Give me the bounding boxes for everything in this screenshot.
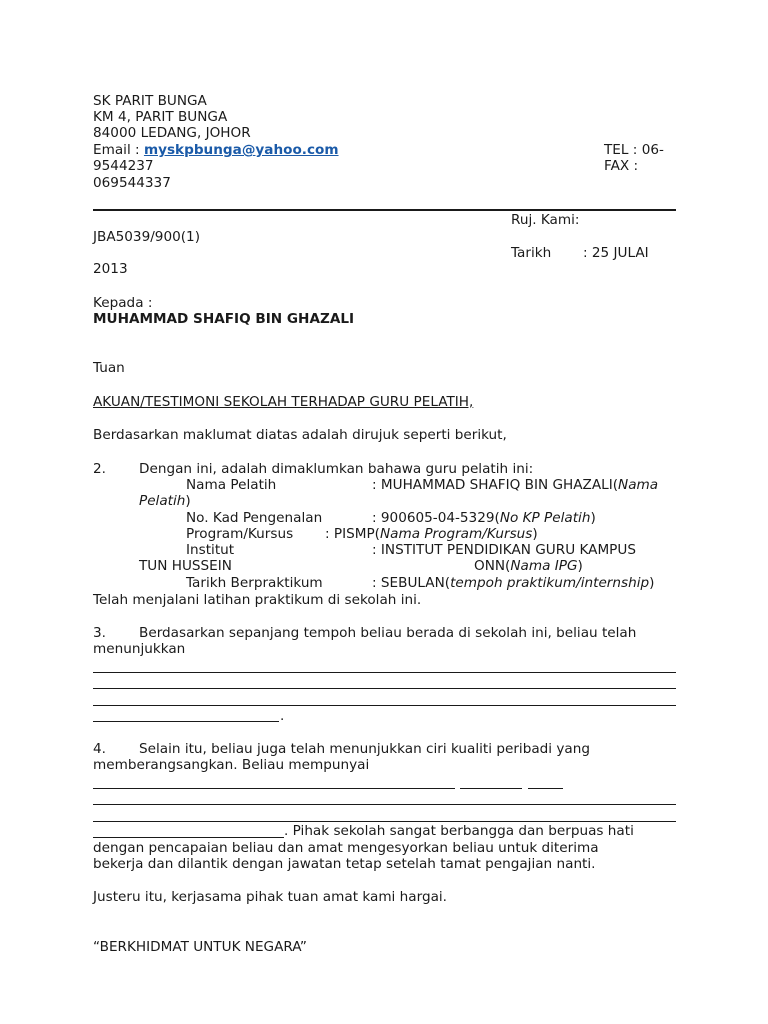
email-line [93,142,339,158]
tarikh-year: 2013 [93,261,128,277]
tel-label: TEL : 06- [604,142,664,158]
nama-pelatih-note: Pelatih) [139,493,191,509]
email-link[interactable]: myskpbunga@yahoo.com [143,142,339,158]
subject-line: AKUAN/TESTIMONI SEKOLAH TERHADAP GURU PELATIH, [93,394,474,410]
blank-line [93,837,284,838]
para4-cont3: bekerja dan dilantik dengan jawatan tetap setelah tamat pengajian nanti. [93,856,596,872]
blank-line [460,788,522,789]
para4-text: Selain itu, beliau juga telah menunjukkan ciri kualiti peribadi yang [139,741,590,757]
blank-line [93,788,455,789]
header-divider [93,209,676,211]
recipient-name: MUHAMMAD SHAFIQ BIN GHAZALI [93,311,355,327]
blank-line [93,672,676,673]
institut-value: : INSTITUT PENDIDIKAN GURU KAMPUS [372,542,636,558]
para3-end: . [280,708,285,724]
tarikh-praktikum-label: Tarikh Berpraktikum [186,575,323,591]
ruj-value: JBA5039/900(1) [93,229,201,245]
blank-line [93,804,676,805]
institut-value-line3: ONN(Nama IPG) [474,558,583,574]
kad-pengenalan-label: No. Kad Pengenalan [186,510,323,526]
email-label: Email : [93,142,144,158]
para2-text: Dengan ini, adalah dimaklumkan bahawa guru pelatih ini: [139,461,534,477]
institut-label: Institut [186,542,235,558]
blank-line [93,721,279,722]
para4-cont1: . Pihak sekolah sangat berbangga dan berpuas hati [284,823,634,839]
kad-pengenalan-value: : 900605-04-5329(No KP Pelatih) [372,510,596,526]
tarikh-label: Tarikh [511,245,552,261]
tel-number: 9544237 [93,158,154,174]
para4-number: 4. [93,741,106,757]
closing-text: Justeru itu, kerjasama pihak tuan amat kami hargai. [93,889,448,905]
program-label: Program/Kursus [186,526,294,542]
blank-line [93,688,676,689]
program-value: : PISMP(Nama Program/Kursus) [325,526,538,542]
school-name: SK PARIT BUNGA [93,93,207,109]
tarikh-praktikum-value: : SEBULAN(tempoh praktikum/internship) [372,575,655,591]
para3-text-line2: menunjukkan [93,641,186,657]
para3-text: Berdasarkan sepanjang tempoh beliau berada di sekolah ini, beliau telah [139,625,637,641]
salutation: Tuan [93,360,125,376]
fax-number: 069544337 [93,175,171,191]
blank-line [528,788,563,789]
fax-label: FAX : [604,158,639,174]
address-line-2: 84000 LEDANG, JOHOR [93,125,251,141]
para4-text-line2: memberangsangkan. Beliau mempunyai [93,757,370,773]
para2-closing: Telah menjalani latihan praktikum di sekolah ini. [93,592,422,608]
blank-line [93,821,676,822]
para3-number: 3. [93,625,106,641]
address-line-1: KM 4, PARIT BUNGA [93,109,228,125]
kepada-label: Kepada : [93,295,153,311]
intro-text: Berdasarkan maklumat diatas adalah dirujuk seperti berikut, [93,427,507,443]
blank-line [93,705,676,706]
ruj-label: Ruj. Kami: [511,212,580,228]
tarikh-value: : 25 JULAI [583,245,649,261]
para2-number: 2. [93,461,106,477]
institut-value-line2: TUN HUSSEIN [139,558,232,574]
para4-cont2: dengan pencapaian beliau dan amat mengesyorkan beliau untuk diterima [93,840,599,856]
nama-pelatih-label: Nama Pelatih [186,477,277,493]
motto: “BERKHIDMAT UNTUK NEGARA” [93,939,307,955]
nama-pelatih-value: : MUHAMMAD SHAFIQ BIN GHAZALI(Nama [372,477,659,493]
